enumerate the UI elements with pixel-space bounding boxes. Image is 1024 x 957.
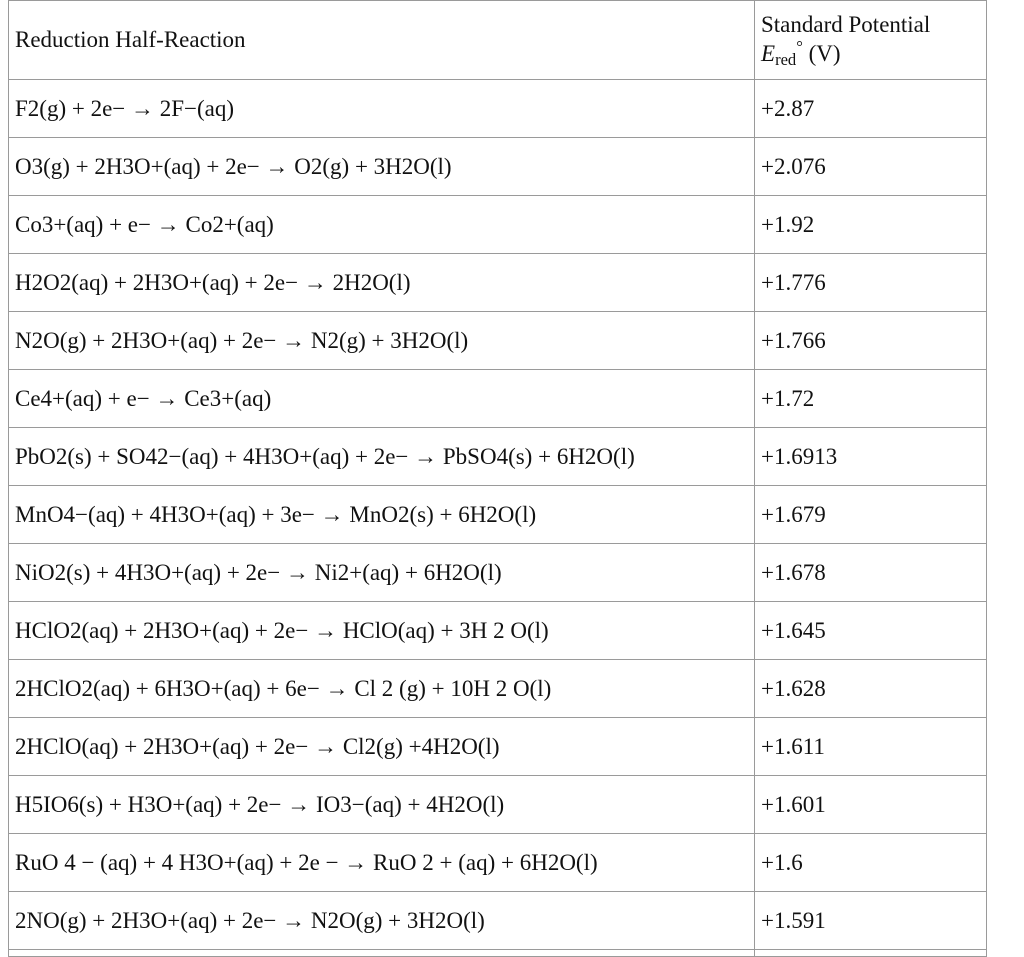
potential-cell: +1.92 <box>755 196 987 254</box>
reaction-cell: H2O2(aq) + 2H3O+(aq) + 2e− → 2H2O(l) <box>9 254 755 312</box>
reaction-cell: NiO2(s) + 4H3O+(aq) + 2e− → Ni2+(aq) + 6H2O(l) <box>9 544 755 602</box>
header-potential <box>755 1 987 80</box>
table-row-partial <box>9 950 987 957</box>
table-row <box>9 776 987 834</box>
table-row <box>9 486 987 544</box>
potential-cell: +1.6 <box>755 834 987 892</box>
table-row <box>9 428 987 486</box>
reaction-cell: RuO 4 − (aq) + 4 H3O+(aq) + 2e − → RuO 2 + (aq) + 6H2O(l) <box>9 834 755 892</box>
reaction-cell: HClO2(aq) + 2H3O+(aq) + 2e− → HClO(aq) + 3H 2 O(l) <box>9 602 755 660</box>
potential-cell: +1.628 <box>755 660 987 718</box>
table-row <box>9 254 987 312</box>
table-row <box>9 312 987 370</box>
table-row <box>9 602 987 660</box>
table-row <box>9 138 987 196</box>
reaction-cell: PbO2(s) + SO42−(aq) + 4H3O+(aq) + 2e− → PbSO4(s) + 6H2O(l) <box>9 428 755 486</box>
table-row <box>9 196 987 254</box>
potential-cell: +1.591 <box>755 892 987 950</box>
table-row <box>9 370 987 428</box>
header-reaction: Reduction Half-Reaction <box>9 1 755 80</box>
potential-cell: +1.679 <box>755 486 987 544</box>
potential-cell: +1.72 <box>755 370 987 428</box>
potential-cell: +2.87 <box>755 80 987 138</box>
header-potential-unit: (V) <box>808 41 841 66</box>
reaction-cell: 2NO(g) + 2H3O+(aq) + 2e− → N2O(g) + 3H2O(l) <box>9 892 755 950</box>
reaction-cell: O3(g) + 2H3O+(aq) + 2e− → O2(g) + 3H2O(l) <box>9 138 755 196</box>
reduction-potential-table <box>8 0 987 957</box>
potential-cell: +1.645 <box>755 602 987 660</box>
reaction-cell: Co3+(aq) + e− → Co2+(aq) <box>9 196 755 254</box>
reaction-cell: H5IO6(s) + H3O+(aq) + 2e− → IO3−(aq) + 4H2O(l) <box>9 776 755 834</box>
table-row <box>9 80 987 138</box>
reaction-cell: Ce4+(aq) + e− → Ce3+(aq) <box>9 370 755 428</box>
reaction-cell: 2HClO2(aq) + 6H3O+(aq) + 6e− → Cl 2 (g) + 10H 2 O(l) <box>9 660 755 718</box>
reaction-cell: MnO4−(aq) + 4H3O+(aq) + 3e− → MnO2(s) + 6H2O(l) <box>9 486 755 544</box>
header-potential-sup: ° <box>796 36 803 56</box>
table-row <box>9 718 987 776</box>
reaction-cell: N2O(g) + 2H3O+(aq) + 2e− → N2(g) + 3H2O(l) <box>9 312 755 370</box>
potential-cell: +1.776 <box>755 254 987 312</box>
header-row <box>9 1 987 80</box>
potential-cell-partial <box>755 950 987 957</box>
header-potential-sub: red <box>775 50 797 70</box>
potential-cell: +1.601 <box>755 776 987 834</box>
potential-cell: +1.6913 <box>755 428 987 486</box>
table-row <box>9 544 987 602</box>
header-potential-symbol: E <box>761 41 776 66</box>
reaction-cell: F2(g) + 2e− → 2F−(aq) <box>9 80 755 138</box>
table-row <box>9 892 987 950</box>
potential-cell: +1.766 <box>755 312 987 370</box>
potential-cell: +1.678 <box>755 544 987 602</box>
table-row <box>9 834 987 892</box>
potential-cell: +2.076 <box>755 138 987 196</box>
reaction-cell: 2HClO(aq) + 2H3O+(aq) + 2e− → Cl2(g) +4H2O(l) <box>9 718 755 776</box>
table-row <box>9 660 987 718</box>
header-potential-title: Standard Potential <box>761 12 931 38</box>
reaction-cell-partial <box>9 950 755 957</box>
potential-cell: +1.611 <box>755 718 987 776</box>
